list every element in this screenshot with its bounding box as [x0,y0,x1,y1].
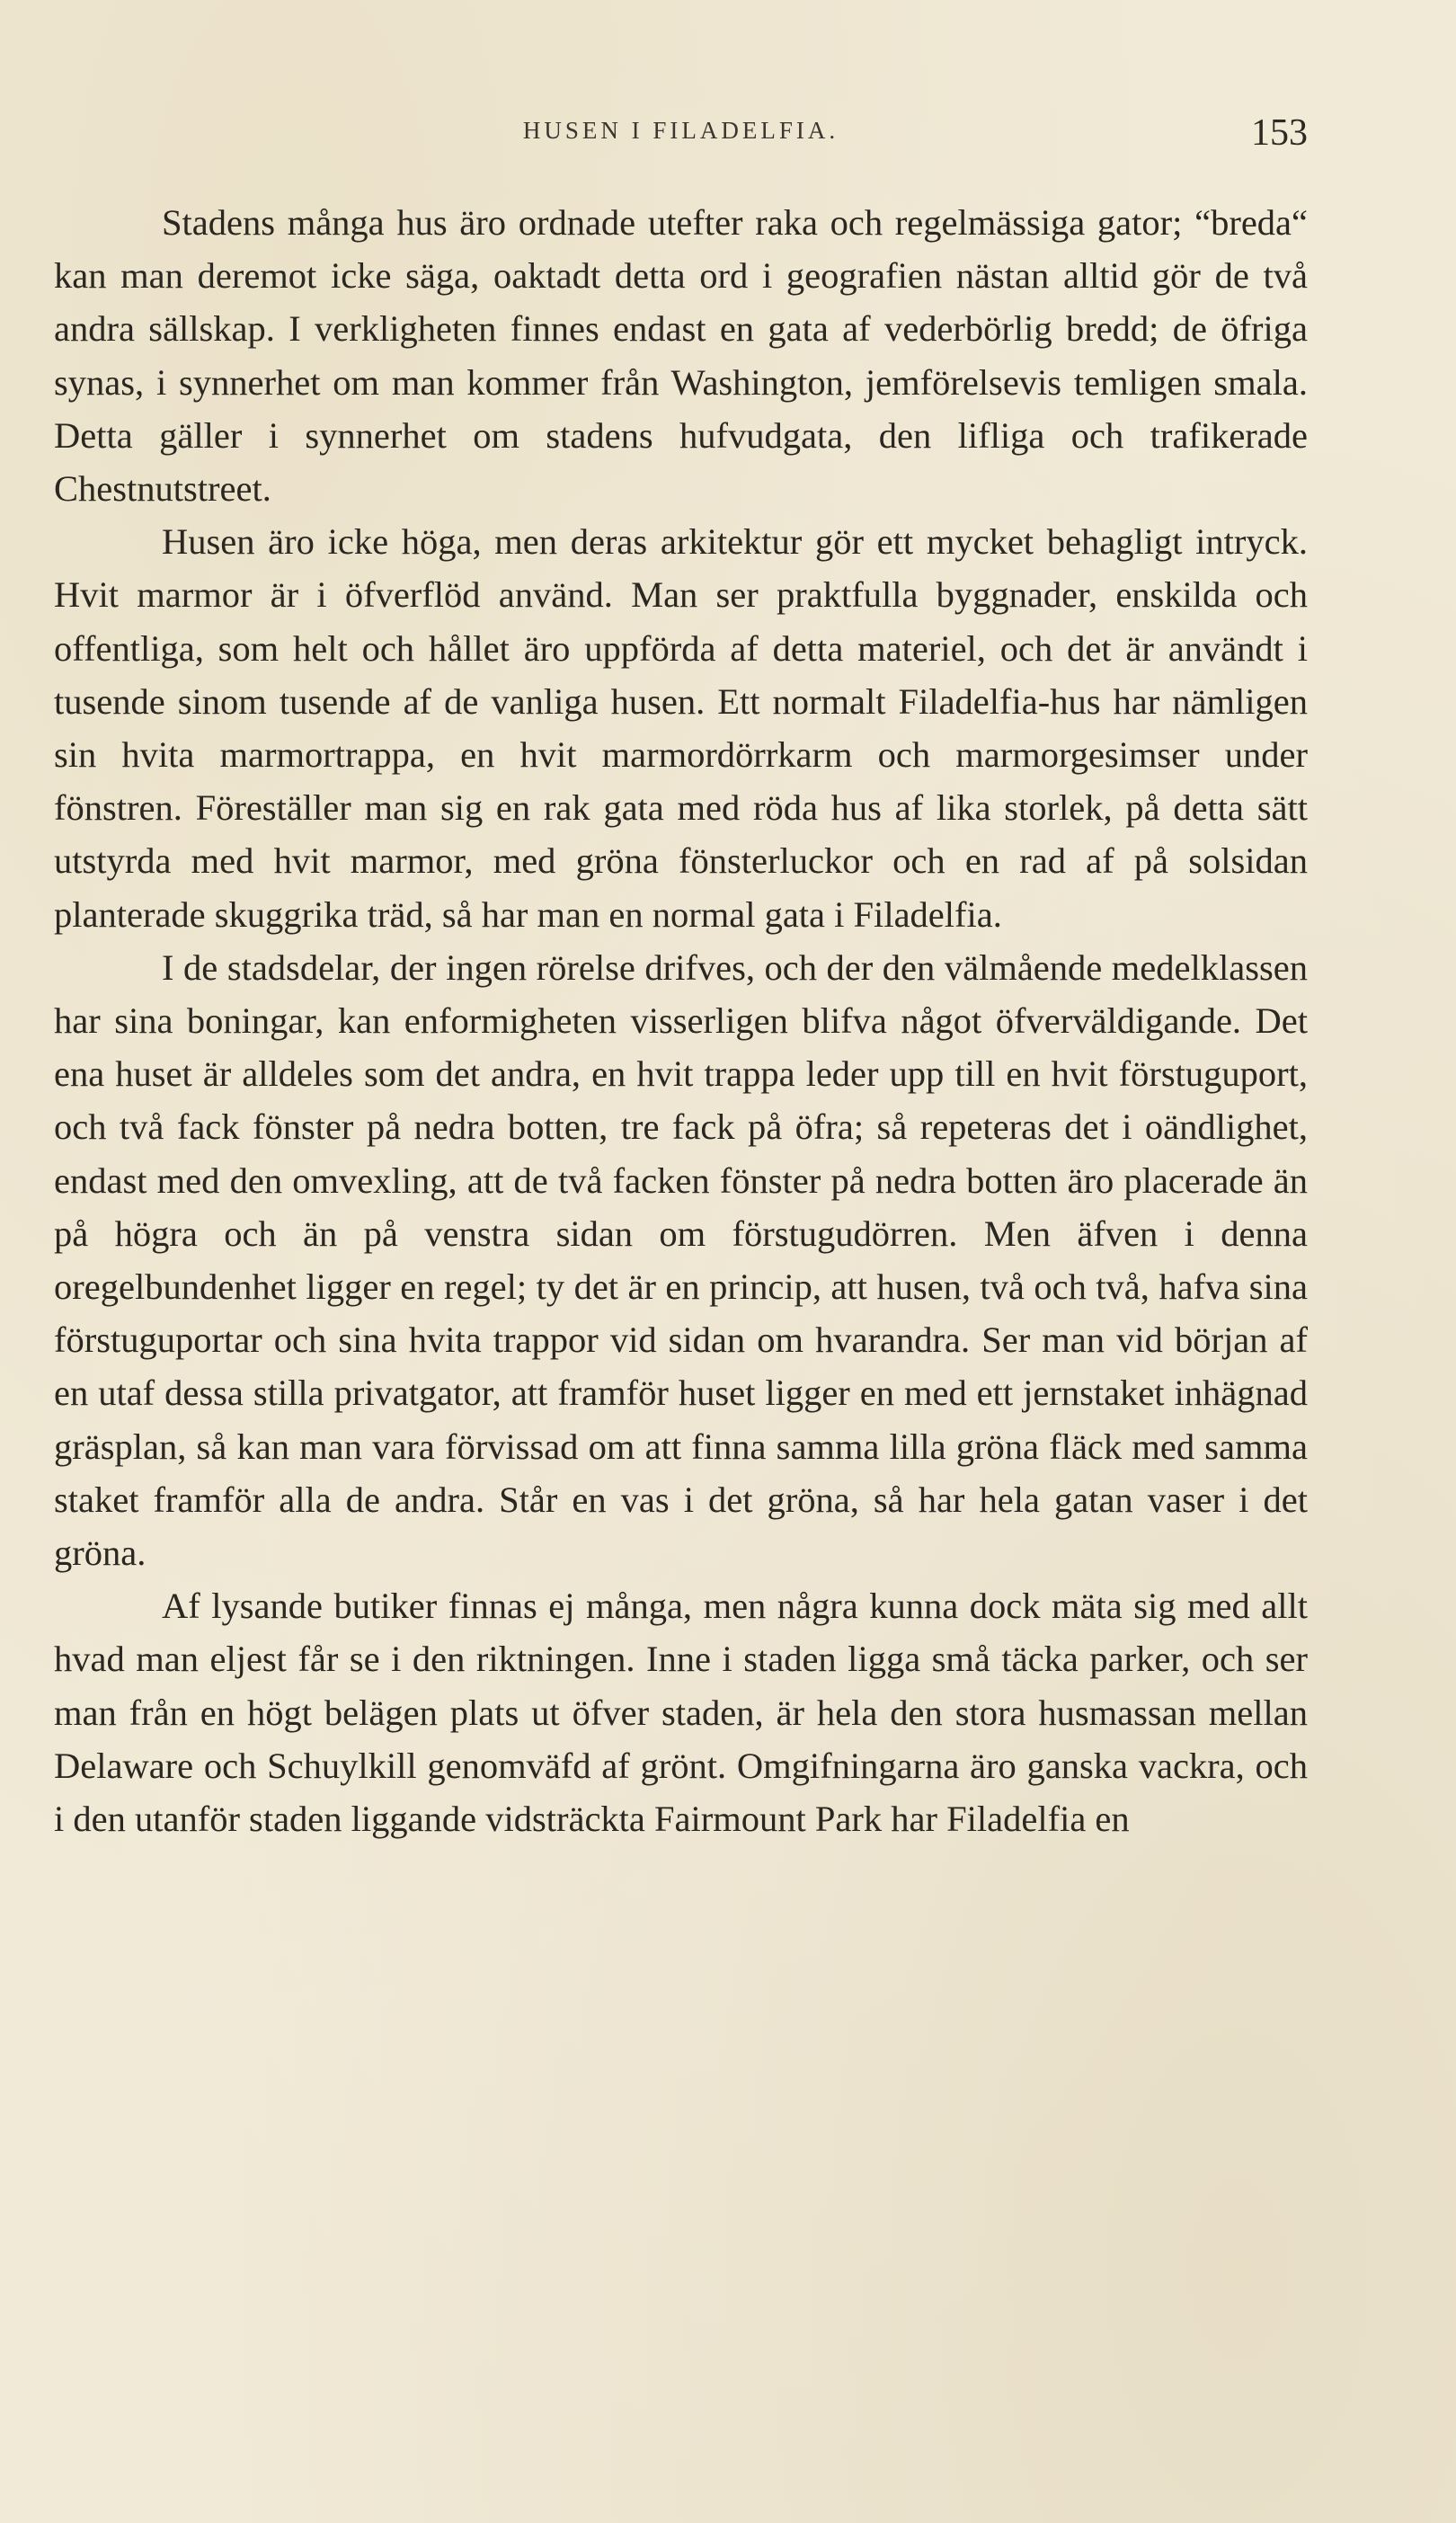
paragraph: Stadens många hus äro ordnade utefter raka och regelmässiga gator; “breda“ kan man deremot icke säga, oaktadt detta ord i geografien nästan alltid gör de två andra sällskap. I verkligheten finnes endast en gata af vederbörlig bredd; de öfriga synas, i synnerhet om man kommer från Washington, jemförelsevis temligen smala. Detta gäller i synnerhet om stadens hufvudgata, den lifliga och trafikerade Chestnutstreet. [54,202,1308,510]
running-head [54,112,1308,171]
body-text [54,196,1308,1845]
book-page [54,112,1308,1845]
paragraph: Af lysande butiker finnas ej många, men några kunna dock mäta sig med allt hvad man eljest får se i den riktningen. Inne i staden ligga små täcka parker, och ser man från en högt belägen plats ut öfver staden, är hela den stora husmassan mellan Delaware och Schuylkill genomväfd af grönt. Omgifningarna äro ganska vackra, och i den utanför staden liggande vidsträckta Fairmount Park har Filadelfia en [54,1586,1308,1840]
paragraph: I de stadsdelar, der ingen rörelse drifves, och der den välmående medelklassen har sina boningar, kan enformigheten visserligen blifva något öfverväldigande. Det ena huset är alldeles som det andra, en hvit trappa leder upp till en hvit förstuguport, och två fack fönster på nedra botten, tre fack på öfra; så repeteras det i oändlighet, endast med den omvexling, att de två facken fönster på nedra botten äro placerade än på högra och än på venstra sidan om förstugudörren. Men äfven i denna oregelbundenhet ligger en regel; ty det är en princip, att husen, två och två, hafva sina förstuguportar och sina hvita trappor vid sidan om hvarandra. Ser man vid början af en utaf dessa stilla privatgator, att framför huset ligger en med ett jernstaket inhägnad gräsplan, så kan man vara förvissad om att finna samma lilla gröna fläck med samma staket framför alla de andra. Står en vas i det gröna, så har hela gatan vaser i det gröna. [54,946,1308,1574]
page-number: 153 [1251,112,1308,154]
running-title: HUSEN I FILADELFIA. [522,117,839,144]
paragraph: Husen äro icke höga, men deras arkitektur gör ett mycket behagligt intryck. Hvit marmor är i öfverflöd använd. Man ser praktfulla byggnader, enskilda och offentliga, som helt och hållet äro uppförda af detta materiel, och det är användt i tusende sinom tusende af de vanliga husen. Ett normalt Filadelfia-hus har nämligen sin hvita marmortrappa, en hvit marmordörrkarm och marmorgesimser under fönstren. Föreställer man sig en rak gata med röda hus af lika storlek, på detta sätt utstyrda med hvit marmor, med gröna fönsterluckor och en rad af på solsidan planterade skuggrika träd, så har man en normal gata i Filadelfia. [54,521,1308,935]
